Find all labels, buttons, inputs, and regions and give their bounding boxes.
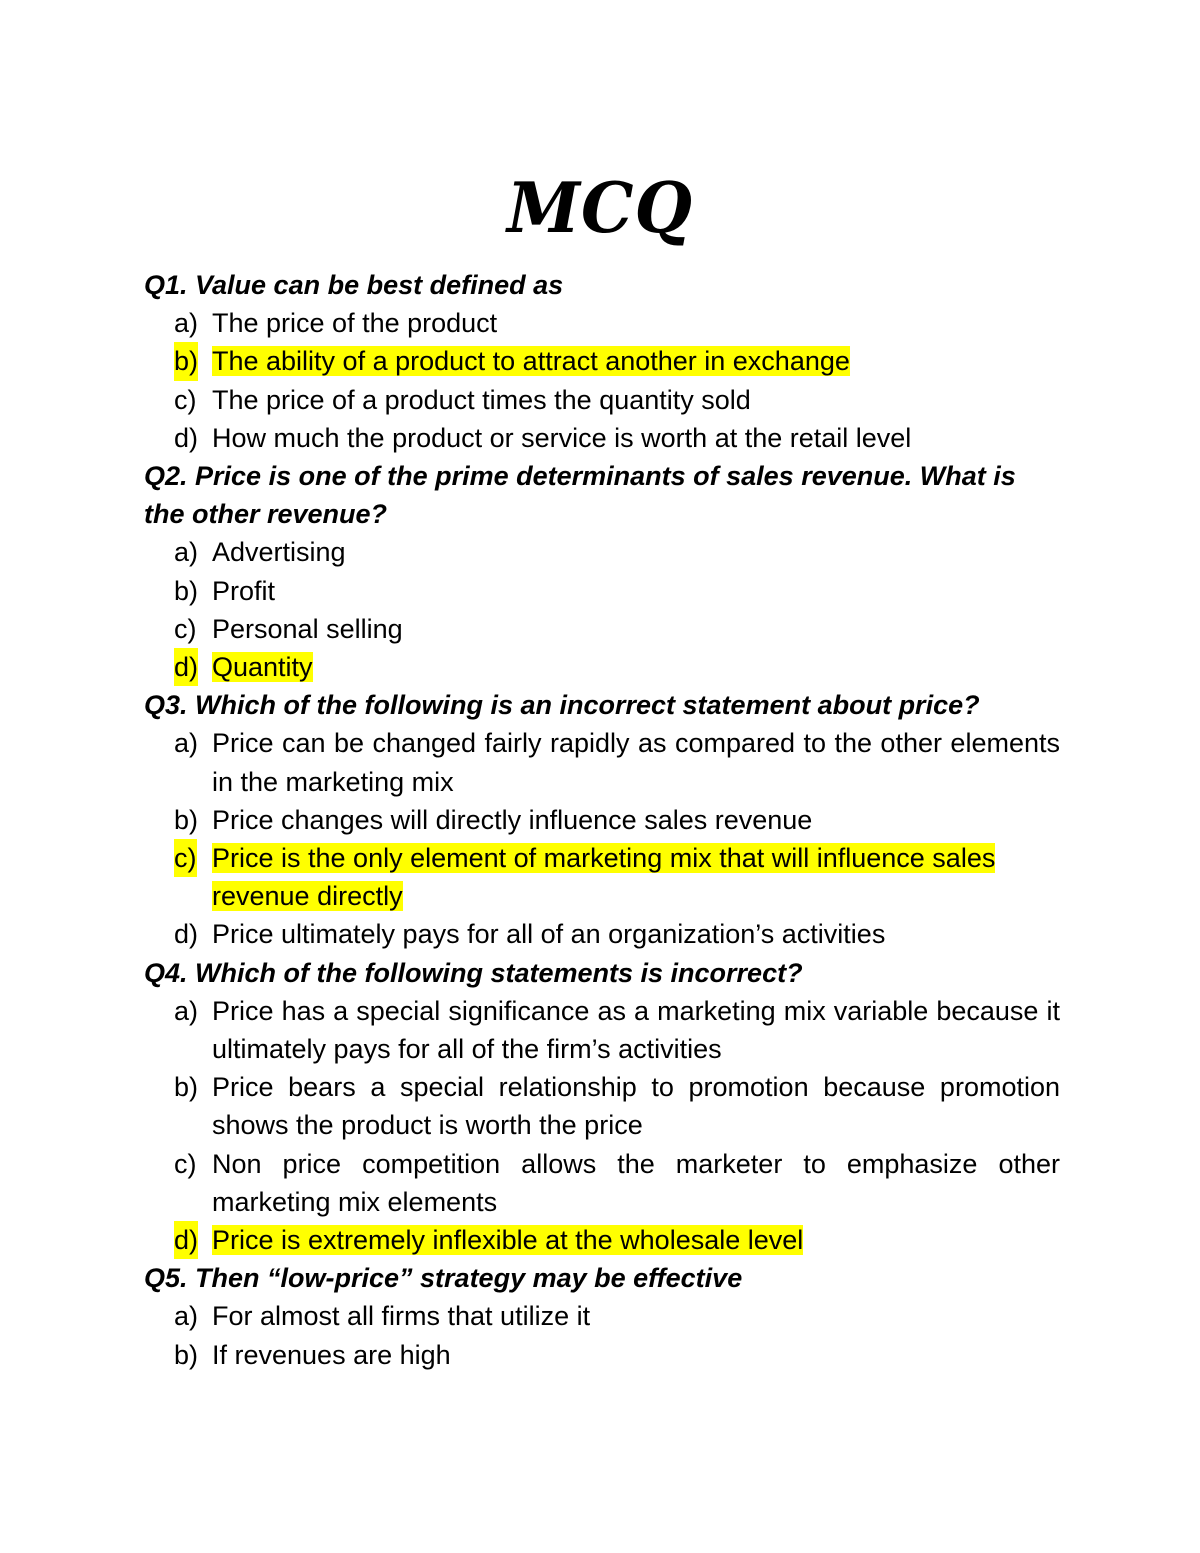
question-list <box>144 266 1060 1374</box>
option-letter: a) <box>174 995 199 1026</box>
option-2d-answer <box>144 648 1060 686</box>
option-text: Quantity <box>212 652 313 683</box>
option-text: The price of the product <box>212 308 498 339</box>
option-3c-answer <box>144 839 1060 915</box>
option-text: Price is the only element of marketing mix that will influence sales revenue directly <box>212 843 996 912</box>
option-text: For almost all firms that utilize it <box>212 1301 591 1332</box>
question-5: Q5. Then “low-price” strategy may be effective <box>144 1263 743 1294</box>
option-4c <box>144 1145 1060 1221</box>
question-2: Q2. Price is one of the prime determinants of sales revenue. What is the other revenue? <box>144 461 1016 530</box>
option-2b <box>144 572 1060 610</box>
option-letter: d) <box>174 648 198 686</box>
option-text: Price ultimately pays for all of an organization’s activities <box>212 919 886 950</box>
option-3a <box>144 724 1060 800</box>
option-letter: c) <box>174 1148 197 1179</box>
option-1d <box>144 419 1060 457</box>
option-text: If revenues are high <box>212 1339 451 1370</box>
option-letter: a) <box>174 537 199 568</box>
option-letter: b) <box>174 575 199 606</box>
option-text: Non price competition allows the marketer to emphasize other marketing mix elements <box>212 1148 1060 1217</box>
option-text: Price changes will directly influence sales revenue <box>212 804 813 835</box>
question-3: Q3. Which of the following is an incorrect statement about price? <box>144 690 980 721</box>
option-text: Price can be changed fairly rapidly as compared to the other elements in the marketing mix <box>212 728 1060 797</box>
option-letter: b) <box>174 804 199 835</box>
option-text: Personal selling <box>212 613 403 644</box>
option-1b-answer <box>144 342 1060 380</box>
question-4: Q4. Which of the following statements is incorrect? <box>144 957 803 988</box>
option-letter: d) <box>174 1221 198 1259</box>
option-letter: d) <box>174 422 199 453</box>
option-text: Price bears a special relationship to promotion because promotion shows the product is worth the price <box>212 1072 1060 1141</box>
option-letter: d) <box>174 919 199 950</box>
option-letter: c) <box>174 613 197 644</box>
option-text: Price is extremely inflexible at the wholesale level <box>212 1225 804 1256</box>
page-title: MCQ <box>506 167 694 249</box>
option-4b <box>144 1068 1060 1144</box>
option-1a <box>144 304 1060 342</box>
option-letter: c) <box>174 384 197 415</box>
option-text: The ability of a product to attract another in exchange <box>212 346 850 377</box>
option-letter: b) <box>174 1072 199 1103</box>
option-text: Profit <box>212 575 276 606</box>
option-text: The price of a product times the quantity sold <box>212 384 751 415</box>
option-letter: b) <box>174 1339 199 1370</box>
option-4a <box>144 992 1060 1068</box>
option-4d-answer <box>144 1221 1060 1259</box>
option-5b <box>144 1336 1060 1374</box>
option-text: Advertising <box>212 537 346 568</box>
option-3d <box>144 915 1060 953</box>
option-2a <box>144 533 1060 571</box>
option-1c <box>144 381 1060 419</box>
option-5a <box>144 1297 1060 1335</box>
option-letter: a) <box>174 308 199 339</box>
option-letter: c) <box>174 839 197 877</box>
option-letter: a) <box>174 728 199 759</box>
option-text: How much the product or service is worth at the retail level <box>212 422 912 453</box>
option-letter: a) <box>174 1301 199 1332</box>
option-2c <box>144 610 1060 648</box>
option-text: Price has a special significance as a marketing mix variable because it ultimately pays for all of the firm’s activities <box>212 995 1060 1065</box>
option-letter: b) <box>174 342 198 380</box>
option-3b <box>144 801 1060 839</box>
question-1: Q1. Value can be best defined as <box>144 270 564 300</box>
